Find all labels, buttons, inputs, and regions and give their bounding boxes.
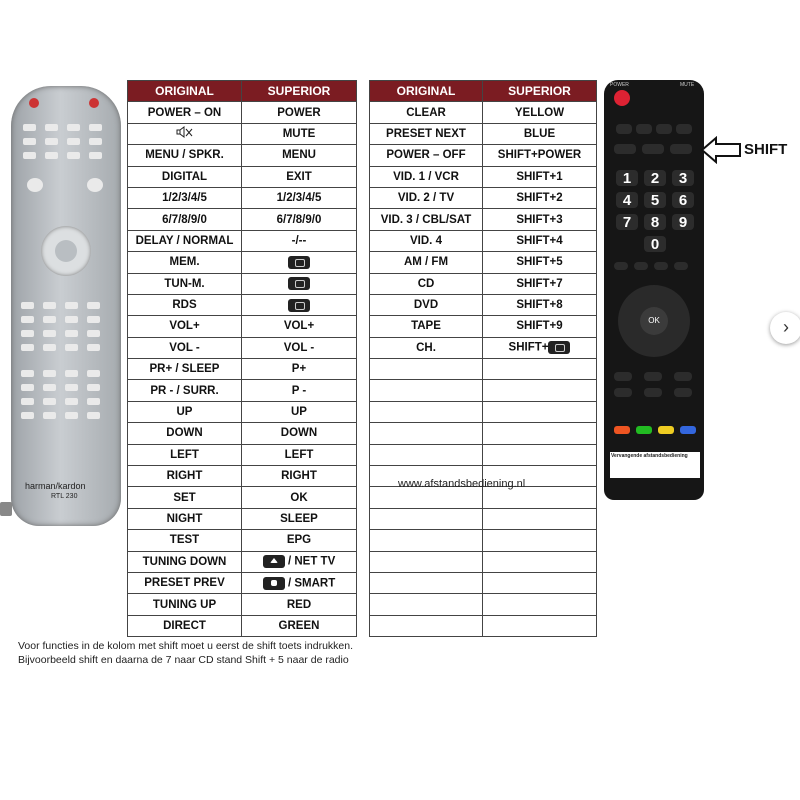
superior-cell — [242, 380, 357, 401]
superior-label: SHIFT+4 — [516, 234, 563, 247]
superior-cell — [483, 145, 597, 166]
remote-key-9: 9 — [672, 214, 694, 230]
table-row — [128, 466, 357, 487]
button-icon — [288, 299, 310, 312]
remote-key-6: 6 — [672, 192, 694, 208]
superior-cell — [483, 273, 597, 294]
table-row — [370, 337, 597, 358]
superior-label: DOWN — [280, 427, 318, 440]
superior-cell — [483, 444, 597, 465]
table-row — [370, 102, 597, 123]
superior-cell — [483, 401, 597, 422]
superior-cell — [242, 252, 357, 273]
superior-cell — [242, 487, 357, 508]
superior-label: GREEN — [278, 619, 320, 632]
remote-ok: OK — [640, 307, 668, 335]
superior-label: EPG — [286, 534, 312, 547]
superior-label: EXIT — [286, 170, 312, 183]
superior-cell — [242, 337, 357, 358]
superior-cell — [242, 209, 357, 230]
superior-cell — [483, 380, 597, 401]
superior-label: RED — [286, 598, 312, 611]
table-row — [370, 380, 597, 401]
original-cell — [370, 380, 483, 401]
left-remote-brand: harman/kardon — [25, 481, 86, 491]
chevron-right-icon[interactable]: › — [770, 312, 800, 344]
button-icon — [288, 256, 310, 269]
original-cell: PR - / SURR. — [128, 380, 242, 401]
superior-cell — [242, 615, 357, 636]
replacement-remote-image — [604, 80, 704, 500]
original-cell: AM / FM — [370, 252, 483, 273]
original-cell: VID. 3 / CBL/SAT — [370, 209, 483, 230]
superior-cell — [483, 252, 597, 273]
superior-cell — [242, 230, 357, 251]
superior-label: 1/2/3/4/5 — [276, 192, 322, 205]
table-row — [370, 572, 597, 593]
remote-label-mute: MUTE — [680, 82, 695, 88]
remote-key-1: 1 — [616, 170, 638, 186]
table-row — [370, 401, 597, 422]
remote-label-power: POWER — [610, 82, 629, 88]
superior-label: SLEEP — [280, 513, 318, 525]
table-row — [128, 294, 357, 315]
superior-cell — [483, 337, 597, 358]
original-cell: VID. 2 / TV — [370, 187, 483, 208]
left-remote-model: RTL 230 — [51, 493, 78, 500]
table-row — [128, 102, 357, 123]
original-cell — [370, 444, 483, 465]
superior-cell — [242, 466, 357, 487]
superior-cell — [242, 572, 357, 593]
table-row — [370, 615, 597, 636]
superior-cell — [483, 530, 597, 551]
superior-label: -/-- — [291, 234, 307, 247]
table-row — [128, 401, 357, 422]
table-row — [128, 615, 357, 636]
superior-label: / NET TV — [287, 555, 336, 568]
remote-key-8: 8 — [644, 214, 666, 230]
superior-label: SHIFT+9 — [516, 320, 563, 333]
original-cell: NIGHT — [128, 508, 242, 529]
original-cell: DIGITAL — [128, 166, 242, 187]
original-cell: VOL - — [128, 337, 242, 358]
superior-label: OK — [290, 491, 308, 504]
superior-label: SHIFT+3 — [516, 213, 563, 226]
table-row — [370, 123, 597, 144]
table-row — [128, 572, 357, 593]
original-cell: LEFT — [128, 444, 242, 465]
superior-label: 6/7/8/9/0 — [276, 213, 322, 226]
button-icon — [288, 277, 310, 290]
superior-cell — [483, 102, 597, 123]
table-row — [128, 252, 357, 273]
original-cell — [370, 508, 483, 529]
original-cell: MENU / SPKR. — [128, 145, 242, 166]
tag-icon[interactable] — [0, 502, 12, 516]
original-cell: 6/7/8/9/0 — [128, 209, 242, 230]
table-row — [128, 423, 357, 444]
original-cell — [370, 615, 483, 636]
table-row — [128, 187, 357, 208]
superior-cell — [242, 508, 357, 529]
superior-label: UP — [291, 406, 307, 419]
table-row — [128, 444, 357, 465]
table-row — [128, 145, 357, 166]
superior-label: SHIFT+7 — [516, 277, 563, 290]
table-row — [370, 487, 597, 508]
table-row — [128, 166, 357, 187]
table-row — [128, 209, 357, 230]
table-row — [370, 316, 597, 337]
table-row — [128, 273, 357, 294]
table-row — [128, 123, 357, 144]
original-cell — [370, 487, 483, 508]
superior-cell — [242, 359, 357, 380]
superior-cell — [242, 401, 357, 422]
table-row — [370, 359, 597, 380]
superior-cell — [483, 594, 597, 615]
superior-cell — [242, 123, 357, 144]
table-row — [128, 551, 357, 572]
table-row — [370, 187, 597, 208]
original-remote-image — [11, 86, 121, 526]
original-cell — [370, 572, 483, 593]
superior-cell — [242, 423, 357, 444]
superior-label: P - — [291, 384, 307, 397]
superior-label: MUTE — [282, 127, 316, 140]
table-row — [370, 252, 597, 273]
table-row — [128, 594, 357, 615]
website-url: www.afstandsbediening.nl — [398, 478, 526, 490]
button-icon — [548, 341, 570, 354]
table-row — [128, 530, 357, 551]
original-cell: POWER – OFF — [370, 145, 483, 166]
original-cell: TUNING DOWN — [128, 551, 242, 572]
table-row — [128, 316, 357, 337]
original-cell: MEM. — [128, 252, 242, 273]
original-cell: VID. 4 — [370, 230, 483, 251]
original-cell: PR+ / SLEEP — [128, 359, 242, 380]
superior-cell — [483, 508, 597, 529]
original-cell: TUN-M. — [128, 273, 242, 294]
superior-cell — [242, 551, 357, 572]
table-row — [128, 508, 357, 529]
remote-key-7: 7 — [616, 214, 638, 230]
original-cell: TUNING UP — [128, 594, 242, 615]
header-superior: SUPERIOR — [242, 81, 357, 102]
original-cell: SET — [128, 487, 242, 508]
superior-label: VOL - — [283, 341, 315, 354]
superior-label: BLUE — [523, 127, 556, 140]
superior-label: P+ — [291, 363, 307, 376]
table-row — [370, 444, 597, 465]
header-superior: SUPERIOR — [483, 81, 597, 102]
remote-key-0: 0 — [644, 236, 666, 252]
original-cell — [370, 401, 483, 422]
superior-cell — [483, 572, 597, 593]
table-row — [128, 230, 357, 251]
remote-sticker: Vervangende afstandsbediening — [610, 452, 700, 478]
original-cell: CD — [370, 273, 483, 294]
superior-label: SHIFT+5 — [516, 256, 563, 269]
table-row — [370, 530, 597, 551]
superior-cell — [242, 530, 357, 551]
original-cell: TAPE — [370, 316, 483, 337]
original-cell: DVD — [370, 294, 483, 315]
original-cell: VOL+ — [128, 316, 242, 337]
original-cell — [370, 530, 483, 551]
superior-cell — [483, 294, 597, 315]
superior-label: LEFT — [284, 448, 314, 461]
original-cell: RDS — [128, 294, 242, 315]
table-row — [128, 380, 357, 401]
eject-icon — [263, 555, 285, 568]
original-cell — [128, 123, 242, 144]
note-line-2: Bijvoorbeeld shift en daarna de 7 naar CD stand Shift + 5 naar de radio — [18, 654, 349, 666]
original-cell: CH. — [370, 337, 483, 358]
table-row — [370, 166, 597, 187]
superior-cell — [242, 166, 357, 187]
superior-cell — [483, 209, 597, 230]
original-cell — [370, 551, 483, 572]
original-cell: PRESET NEXT — [370, 123, 483, 144]
superior-cell — [483, 359, 597, 380]
superior-label: SHIFT+2 — [516, 192, 563, 205]
table-row — [370, 145, 597, 166]
superior-label: SHIFT+ — [508, 341, 549, 354]
superior-cell — [242, 102, 357, 123]
original-cell: POWER – ON — [128, 102, 242, 123]
remote-key-4: 4 — [616, 192, 638, 208]
table-row — [370, 508, 597, 529]
table-row — [370, 423, 597, 444]
superior-cell — [242, 594, 357, 615]
superior-cell — [242, 316, 357, 337]
remote-key-5: 5 — [644, 192, 666, 208]
header-original: ORIGINAL — [128, 81, 242, 102]
superior-cell — [483, 487, 597, 508]
original-cell — [370, 359, 483, 380]
superior-cell — [483, 551, 597, 572]
table-row — [370, 551, 597, 572]
superior-label: YELLOW — [514, 106, 565, 119]
superior-cell — [483, 316, 597, 337]
remote-key-3: 3 — [672, 170, 694, 186]
superior-cell — [483, 423, 597, 444]
original-cell: RIGHT — [128, 466, 242, 487]
superior-cell — [242, 273, 357, 294]
superior-label: POWER — [277, 106, 321, 119]
mapping-table-right — [369, 80, 597, 637]
superior-label: SHIFT+8 — [516, 299, 563, 312]
header-original: ORIGINAL — [370, 81, 483, 102]
superior-cell — [483, 615, 597, 636]
shift-label: SHIFT — [744, 141, 788, 158]
original-cell: VID. 1 / VCR — [370, 166, 483, 187]
superior-cell — [242, 444, 357, 465]
original-cell: CLEAR — [370, 102, 483, 123]
superior-cell — [483, 166, 597, 187]
original-cell — [370, 423, 483, 444]
superior-cell — [483, 230, 597, 251]
superior-label: / SMART — [287, 577, 336, 590]
superior-label: MENU — [282, 149, 316, 162]
table-row — [128, 487, 357, 508]
note-line-1: Voor functies in de kolom met shift moet u eerst de shift toets indrukken. — [18, 640, 354, 652]
superior-label: SHIFT+1 — [516, 170, 563, 183]
original-cell — [370, 594, 483, 615]
original-cell: DELAY / NORMAL — [128, 230, 242, 251]
superior-cell — [483, 187, 597, 208]
table-row — [128, 337, 357, 358]
superior-cell — [242, 187, 357, 208]
original-cell: 1/2/3/4/5 — [128, 187, 242, 208]
original-cell: DIRECT — [128, 615, 242, 636]
table-row — [370, 273, 597, 294]
original-cell: TEST — [128, 530, 242, 551]
superior-label: VOL+ — [283, 320, 315, 333]
original-cell: PRESET PREV — [128, 572, 242, 593]
table-row — [370, 230, 597, 251]
original-cell: UP — [128, 401, 242, 422]
remote-key-2: 2 — [644, 170, 666, 186]
arrow-left-icon — [700, 136, 742, 164]
superior-cell — [242, 294, 357, 315]
stop-icon — [263, 577, 285, 590]
superior-label: RIGHT — [281, 470, 317, 483]
table-row — [370, 594, 597, 615]
superior-label: SHIFT+POWER — [497, 149, 582, 162]
original-cell: DOWN — [128, 423, 242, 444]
superior-cell — [242, 145, 357, 166]
table-row — [370, 294, 597, 315]
mute-speaker-icon — [176, 129, 194, 141]
superior-cell — [483, 123, 597, 144]
table-row — [370, 209, 597, 230]
table-row — [128, 359, 357, 380]
mapping-table-left — [127, 80, 357, 637]
